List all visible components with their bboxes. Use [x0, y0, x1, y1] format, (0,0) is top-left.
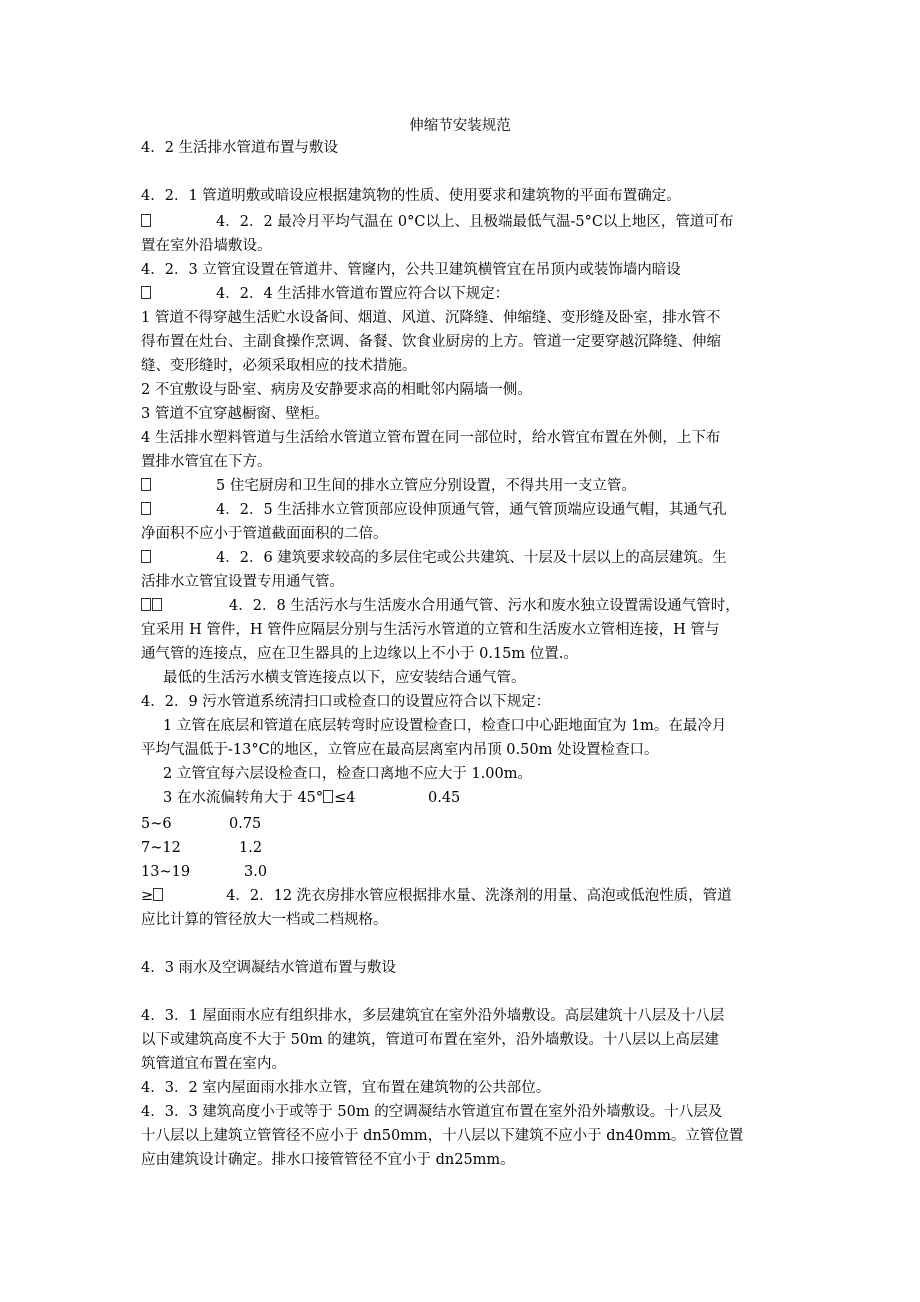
- placeholder-glyph-icon: [323, 790, 333, 803]
- paragraph-4-2-2-line2: 置在室外沿墙敷设。: [141, 238, 272, 254]
- paragraph-4-2-2-line1: 4．2．2 最冷月平均气温在 0°C以上、且极端最低气温-5°C以上地区，管道可布: [141, 212, 733, 232]
- paragraph-4-2-3: 4．2．3 立管宜设置在管道井、管窿内，公共卫建筑横管宜在吊顶内或装饰墙内暗设: [141, 262, 681, 278]
- table-value: 0.75: [229, 816, 262, 832]
- rule-1-line2: 得布置在灶台、主副食操作烹调、备餐、饮食业厨房的上方。管道一定要穿越沉降缝、伸缩: [141, 334, 721, 350]
- paragraph-4-3-3-line1: 4．3．3 建筑高度小于或等于 50m 的空调凝结水管道宜布置在室外沿外墙敷设。十八层及: [141, 1104, 723, 1120]
- checkport-rule-2: 2 立管宜每六层设检查口，检查口离地不应大于 1.00m。: [163, 766, 532, 782]
- table-value: 1.2: [239, 840, 263, 856]
- paragraph-4-2-1: 4．2．1 管道明敷或暗设应根据建筑物的性质、使用要求和建筑物的平面布置确定。: [141, 188, 681, 204]
- paragraph-4-3-1-line1: 4．3．1 屋面雨水应有组织排水，多层建筑宜在室外沿外墙敷设。高层建筑十八层及十八层: [141, 1008, 725, 1024]
- rule-4-line2: 置排水管宜在下方。: [141, 454, 272, 470]
- paragraph-4-3-1-line3: 筑管道宜布置在室内。: [141, 1056, 286, 1072]
- placeholder-glyph-icon: [141, 214, 151, 227]
- table-value: 3.0: [244, 864, 268, 880]
- rule-2: 2 不宜敷设与卧室、病房及安静要求高的相毗邻内隔墙一侧。: [141, 382, 532, 398]
- paragraph-4-2-8-line4: 最低的生活污水横支管连接点以下，应安装结合通气管。: [163, 670, 526, 686]
- table-value: 0.45: [428, 790, 461, 806]
- rule-3: 3 管道不宜穿越橱窗、壁柜。: [141, 406, 329, 422]
- table-range: 13~19: [141, 864, 191, 880]
- placeholder-glyph-icon: [153, 888, 163, 901]
- section-heading-4-2: 4．2 生活排水管道布置与敷设: [141, 140, 339, 156]
- paragraph-4-2-4: 4．2．4 生活排水管道布置应符合以下规定：: [141, 284, 509, 304]
- checkport-rule-3: 3 在水流偏转角大于 45° ≤4: [163, 790, 356, 806]
- rule-1-line1: 1 管道不得穿越生活贮水设备间、烟道、风道、沉降缝、伸缩缝、变形缝及卧室，排水管不: [141, 310, 721, 326]
- table-range: 5~6: [141, 816, 172, 832]
- paragraph-4-2-12-line1: ≥ 4．2．12 洗衣房排水管应根据排水量、洗涤剂的用量、高泡或低泡性质，管道: [141, 888, 732, 904]
- placeholder-glyph-icon: [141, 502, 151, 515]
- checkport-rule-1-line2: 平均气温低于-13°C的地区，立管应在最高层离室内吊顶 0.50m 处设置检查口。: [141, 742, 659, 758]
- rule-1-line3: 缝、变形缝时，必须采取相应的技术措施。: [141, 358, 417, 374]
- paragraph-4-3-2: 4．3．2 室内屋面雨水排水立管，宜布置在建筑物的公共部位。: [141, 1080, 551, 1096]
- paragraph-4-2-8-line2: 宜采用 H 管件，H 管件应隔层分别与生活污水管道的立管和生活废水立管相连接，H 管与: [141, 622, 720, 638]
- checkport-rule-1-line1: 1 立管在底层和管道在底层转弯时应设置检查口，检查口中心距地面宜为 1m。在最冷月: [163, 718, 727, 734]
- table-range: 7~12: [141, 840, 181, 856]
- placeholder-glyph-icon: [141, 286, 151, 299]
- paragraph-4-2-6-line1: 4．2．6 建筑要求较高的多层住宅或公共建筑、十层及十层以上的高层建筑。生: [141, 548, 727, 568]
- paragraph-4-3-3-line3: 应由建筑设计确定。排水口接管管径不宜小于 dn25mm。: [141, 1152, 515, 1168]
- paragraph-4-2-5-line1: 4．2．5 生活排水立管顶部应设伸顶通气管，通气管顶端应设通气帽，其通气孔: [141, 500, 727, 520]
- placeholder-glyph-icon: [152, 598, 162, 611]
- section-heading-4-3: 4．3 雨水及空调凝结水管道布置与敷设: [141, 960, 397, 976]
- paragraph-4-2-6-line2: 活排水立管宜设置专用通气管。: [141, 574, 344, 590]
- rule-4-line1: 4 生活排水塑料管道与生活给水管道立管布置在同一部位时，给水管宜布置在外侧，上下布: [141, 430, 721, 446]
- placeholder-glyph-icon: [141, 478, 151, 491]
- placeholder-glyph-icon: [141, 550, 151, 563]
- paragraph-4-3-3-line2: 十八层以上建筑立管管径不应小于 dn50mm，十八层以下建筑不应小于 dn40mm。立管位置: [141, 1128, 744, 1144]
- paragraph-4-2-5-line2: 净面积不应小于管道截面面积的二倍。: [141, 526, 388, 542]
- paragraph-4-3-1-line2: 以下或建筑高度不大于 50m 的建筑，管道可布置在室外，沿外墙敷设。十八层以上高层建: [141, 1032, 719, 1048]
- paragraph-4-2-12-line2: 应比计算的管径放大一档或二档规格。: [141, 912, 388, 928]
- paragraph-4-2-8-line1: 4．2．8 生活污水与生活废水合用通气管、污水和废水独立设置需设通气管时，: [141, 596, 740, 616]
- paragraph-4-2-8-line3: 通气管的连接点，应在卫生器具的上边缘以上不小于 0.15m 位置.。: [141, 646, 578, 662]
- paragraph-4-2-9: 4．2．9 污水管道系统清扫口或检查口的设置应符合以下规定：: [141, 694, 551, 710]
- placeholder-glyph-icon: [141, 598, 151, 611]
- rule-5: 5 住宅厨房和卫生间的排水立管应分别设置，不得共用一支立管。: [141, 476, 636, 496]
- document-title: 伸缩节安装规范: [409, 118, 511, 134]
